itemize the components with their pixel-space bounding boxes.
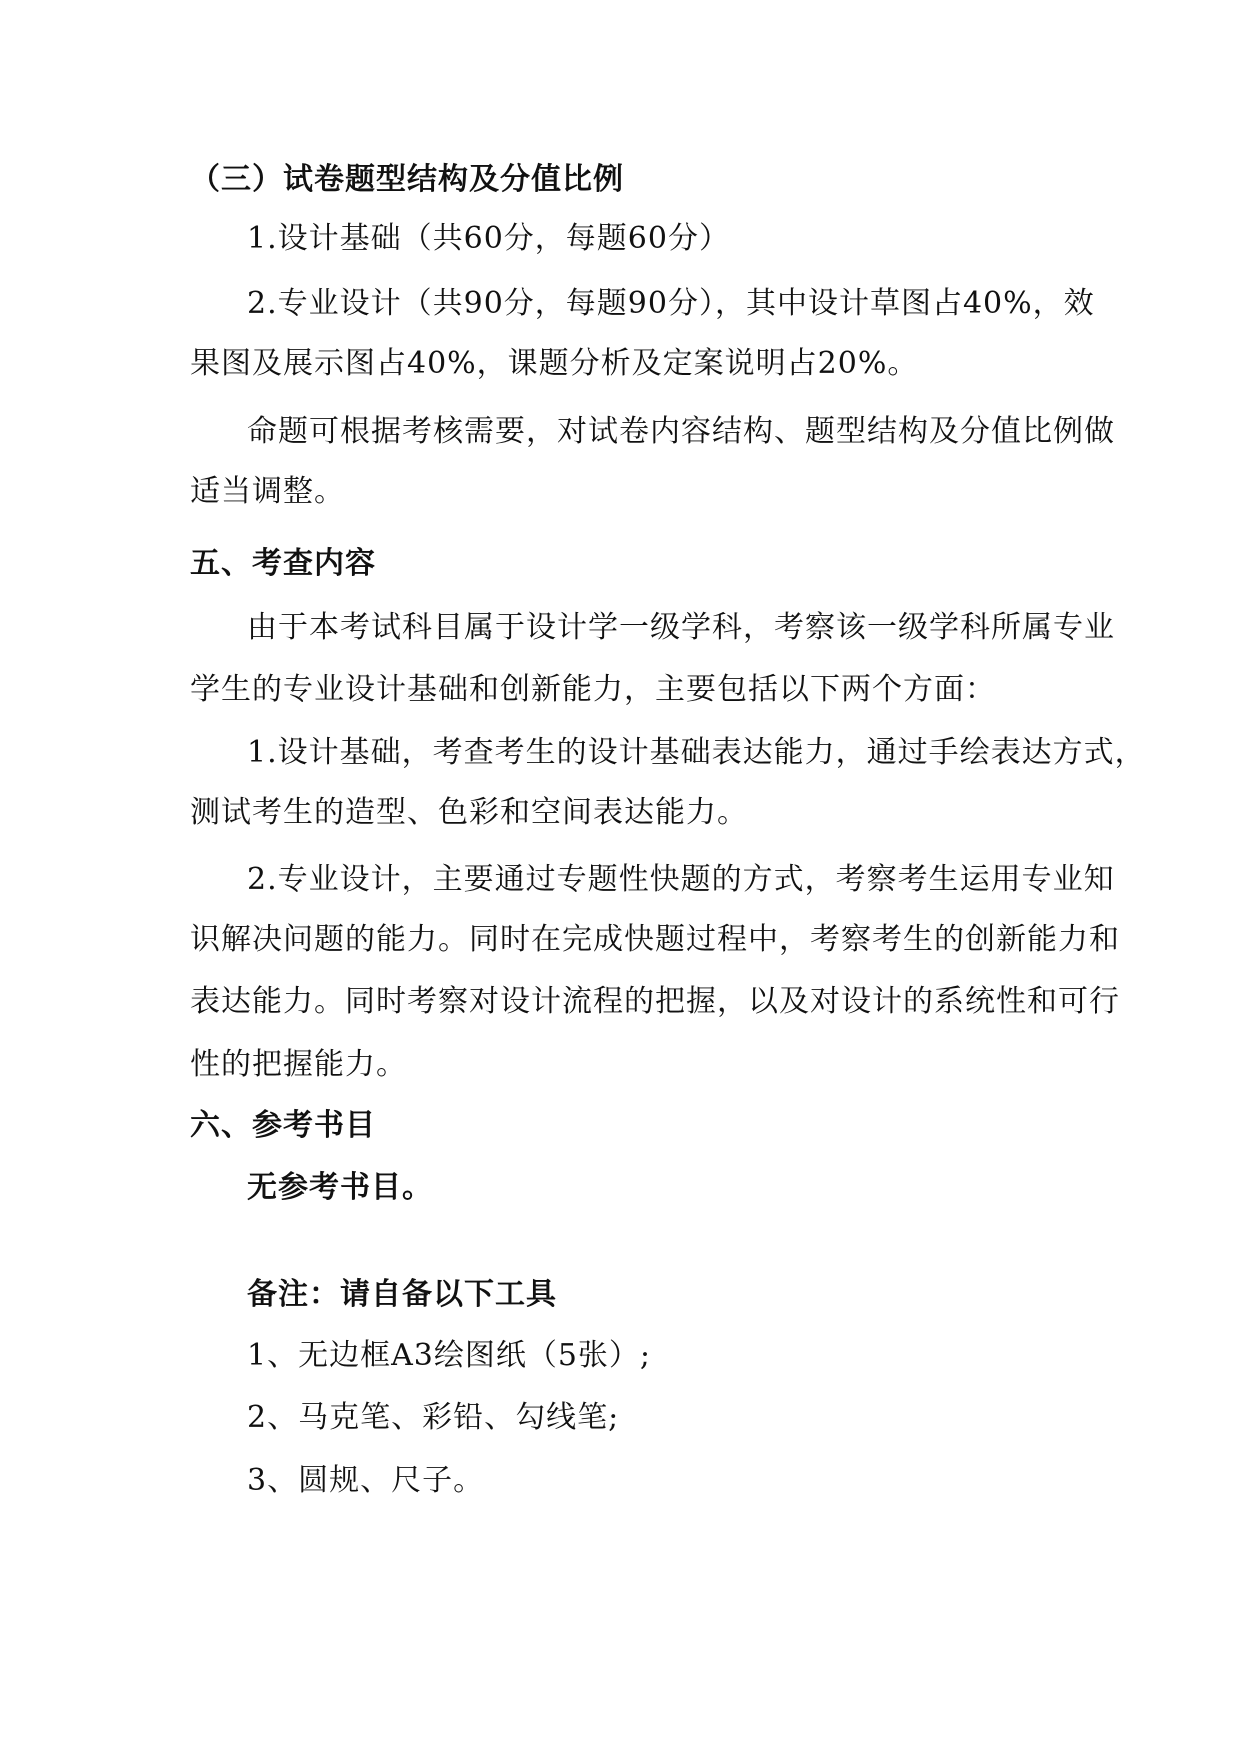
section5-item2-line1: 2.专业设计，主要通过专题性快题的方式，考察考生运用专业知 [247,862,1115,897]
section5-item1-line1: 1.设计基础，考查考生的设计基础表达能力，通过手绘表达方式， [247,735,1146,770]
section3-note-line1: 命题可根据考核需要，对试卷内容结构、题型结构及分值比例做 [247,414,1115,449]
section3-note-line2: 适当调整。 [190,474,345,509]
remarks-item-3: 3、圆规、尺子。 [247,1463,485,1498]
section5-intro-line2: 学生的专业设计基础和创新能力，主要包括以下两个方面： [190,672,996,707]
section3-item2-line2: 果图及展示图占40%，课题分析及定案说明占20%。 [190,346,919,381]
remarks-item-2: 2、马克笔、彩铅、勾线笔; [247,1400,620,1435]
section5-item2-line4: 性的把握能力。 [190,1047,407,1082]
remarks-heading: 备注：请自备以下工具 [247,1277,557,1312]
section5-heading: 五、考查内容 [190,546,376,581]
section3-item1: 1.设计基础（共60分，每题60分） [247,221,730,256]
section3-heading: （三）试卷题型结构及分值比例 [190,162,624,197]
section5-item2-line3: 表达能力。同时考察对设计流程的把握，以及对设计的系统性和可行 [190,984,1120,1019]
section5-item1-line2: 测试考生的造型、色彩和空间表达能力。 [190,795,748,830]
section6-content: 无参考书目。 [247,1170,433,1205]
remarks-item-1: 1、无边框A3绘图纸（5张）; [247,1338,652,1373]
section5-item2-line2: 识解决问题的能力。同时在完成快题过程中，考察考生的创新能力和 [190,922,1120,957]
section3-item2-line1: 2.专业设计（共90分，每题90分），其中设计草图占40%，效 [247,286,1095,321]
section5-intro-line1: 由于本考试科目属于设计学一级学科，考察该一级学科所属专业 [247,610,1115,645]
section6-heading: 六、参考书目 [190,1108,376,1143]
